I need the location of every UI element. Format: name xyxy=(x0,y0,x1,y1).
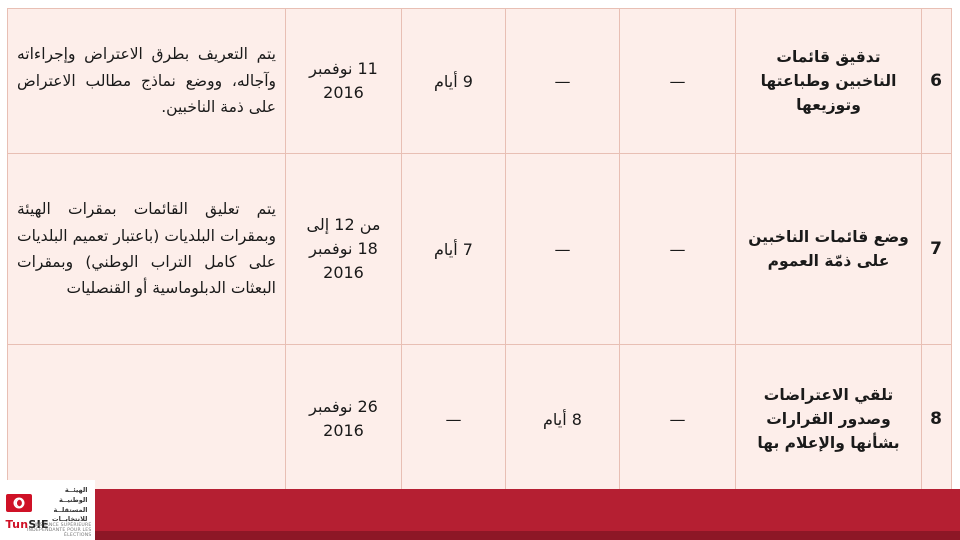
logo-line-1: الهيئــة xyxy=(64,486,88,494)
row-title: تدقيق قائمات الناخبين وطباعتها وتوزيعها xyxy=(736,9,922,154)
row-col2: 8 أيام xyxy=(506,345,620,494)
row-title: تلقي الاعتراضات وصدور القرارات بشأنها والإعلام بها xyxy=(736,345,922,494)
row-index: 7 xyxy=(922,154,952,345)
logo-line-4: للانتخابــات xyxy=(52,515,88,524)
row-description: يتم تعليق القائمات بمقرات الهيئة وبمقرات البلديات (باعتبار تعميم البلديات على كامل التراب الوطني) وبمقرات البعثات الدبلوماسية أو القنصليات xyxy=(8,154,286,345)
row-col1: — xyxy=(620,9,736,154)
footer-band xyxy=(95,489,960,535)
row-col2: — xyxy=(506,154,620,345)
table-row xyxy=(8,154,952,345)
row-date: من 12 إلى 18 نوفمبر 2016 xyxy=(286,154,402,345)
row-description: يتم التعريف بطرق الاعتراض وإجراءاته وآجاله، ووضع نماذج مطالب الاعتراض على ذمة الناخبين. xyxy=(8,9,286,154)
table-row xyxy=(8,345,952,494)
row-col3: — xyxy=(402,345,506,494)
row-date: 11 نوفمبر 2016 xyxy=(286,9,402,154)
row-index: 6 xyxy=(922,9,952,154)
logo-wordmark-prefix: Tun xyxy=(5,518,29,531)
isie-logo xyxy=(0,480,95,540)
logo-line-3: المستقلــة xyxy=(53,505,88,514)
schedule-table-container xyxy=(8,8,952,494)
row-index: 8 xyxy=(922,345,952,494)
schedule-table xyxy=(7,8,952,494)
row-col1: — xyxy=(620,154,736,345)
footer-band-dark xyxy=(95,531,960,540)
tunisia-flag-icon xyxy=(6,494,32,512)
table-row xyxy=(8,9,952,154)
row-col3: 9 أيام xyxy=(402,9,506,154)
logo-subtitle: INSTANCE SUPÉRIEURE INDÉPENDANTE POUR LES ÉLECTIONS xyxy=(26,523,92,538)
row-col2: — xyxy=(506,9,620,154)
row-title: وضع قائمات الناخبين على ذمّة العموم xyxy=(736,154,922,345)
row-col1: — xyxy=(620,345,736,494)
logo-line-2: الوطنيــة xyxy=(58,495,88,504)
row-col3: 7 أيام xyxy=(402,154,506,345)
row-description xyxy=(8,345,286,494)
logo-wordmark-suffix: SIE xyxy=(28,518,49,531)
row-date: 26 نوفمبر 2016 xyxy=(286,345,402,494)
footer xyxy=(0,480,960,540)
